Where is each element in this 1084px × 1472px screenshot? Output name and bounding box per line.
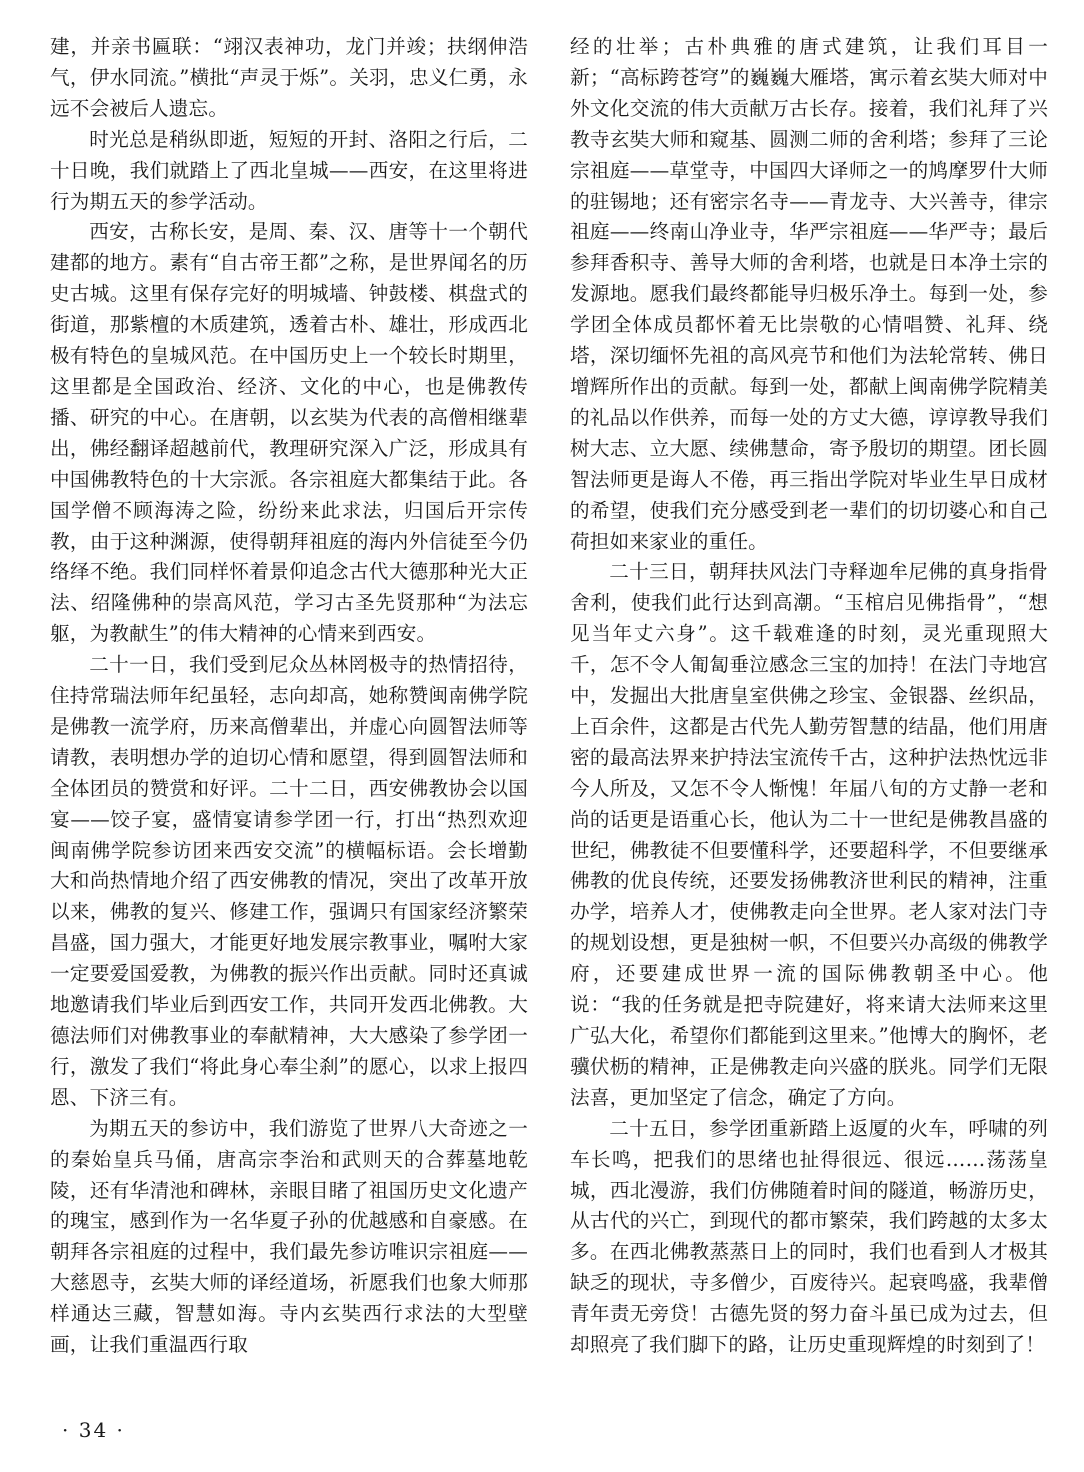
- paragraph: 西安，古称长安，是周、秦、汉、唐等十一个朝代建都的地方。素有“自古帝王都”之称，是世界闻名的历史古城。这里有保存完好的明城墙、钟鼓楼、棋盘式的街道，那紫檀的木质建筑，透着古朴、雄壮，形成西北极有特色的皇城风范。在中国历史上一个较长时期里，这里都是全国政治、经济、文化的中心，也是佛教传播、研究的中心。在唐朝，以玄奘为代表的高僧相继辈出，佛经翻译超越前代，教理研究深入广泛，形成具有中国佛教特色的十大宗派。各宗祖庭大都集结于此。各国学僧不顾海涛之险，纷纷来此求法，归国后开宗传教，由于这种渊源，使得朝拜祖庭的海内外信徒至今仍络绎不绝。我们同样怀着景仰追念古代大德那种光大正法、绍隆佛种的崇高风范，学习古圣先贤那种“为法忘躯，为教献生”的伟大精神的心情来到西安。: [50, 220, 528, 646]
- left-column: [50, 32, 528, 1361]
- paragraph: 二十五日，参学团重新踏上返厦的火车，呼啸的列车长鸣，把我们的思绪也扯得很远、很远……荡荡皇城，西北漫游，我们仿佛随着时间的隧道，畅游历史，从古代的兴亡，到现代的都市繁荣，我们跨越的太多太多。在西北佛教蒸蒸日上的同时，我们也看到人才极其缺乏的现状，寺多僧少，百废待兴。起衰鸣盛，我辈僧青年责无旁贷！古德先贤的努力奋斗虽已成为过去，但却照亮了我们脚下的路，让历史重现辉煌的时刻到了！: [570, 1116, 1048, 1357]
- paragraph: 为期五天的参访中，我们游览了世界八大奇迹之一的秦始皇兵马俑，唐高宗李治和武则天的合葬墓地乾陵，还有华清池和碑林，亲眼目睹了祖国历史文化遗产的瑰宝，感到作为一名华夏子孙的优越感和自豪感。在朝拜各宗祖庭的过程中，我们最先参访唯识宗祖庭——大慈恩寺，玄奘大师的译经道场，祈愿我们也象大师那样通达三藏，智慧如海。寺内玄奘西行求法的大型壁画，让我们重温西行取: [50, 1116, 528, 1357]
- right-column: [570, 32, 1048, 1361]
- page-number: · 34 ·: [62, 1418, 125, 1442]
- paragraph: 建，并亲书匾联：“翊汉表神功，龙门并竣；扶纲伸浩气，伊水同流。”横批“声灵于烁”。关羽，忠义仁勇，永远不会被后人遗忘。: [50, 35, 528, 120]
- paragraph: 二十一日，我们受到尼众丛林罔极寺的热情招待，住持常瑞法师年纪虽轻，志向却高，她称赞闽南佛学院是佛教一流学府，历来高僧辈出，并虚心向圆智法师等请教，表明想办学的迫切心情和愿望，得到圆智法师和全体团员的赞赏和好评。二十二日，西安佛教协会以国宴——饺子宴，盛情宴请参学团一行，打出“热烈欢迎闽南佛学院参访团来西安交流”的横幅标语。会长增勤大和尚热情地介绍了西安佛教的情况，突出了改革开放以来，佛教的复兴、修建工作，强调只有国家经济繁荣昌盛，国力强大，才能更好地发展宗教事业，嘱咐大家一定要爱国爱教，为佛教的振兴作出贡献。同时还真诚地邀请我们毕业后到西安工作，共同开发西北佛教。大德法师们对佛教事业的奉献精神，大大感染了参学团一行，激发了我们“将此身心奉尘刹”的愿心，以求上报四恩、下济三有。: [50, 653, 528, 1109]
- paragraph: 经的壮举；古朴典雅的唐式建筑，让我们耳目一新；“高标跨苍穹”的巍巍大雁塔，寓示着玄奘大师对中外文化交流的伟大贡献万古长存。接着，我们礼拜了兴教寺玄奘大师和窥基、圆测二师的舍利塔；参拜了三论宗祖庭——草堂寺，中国四大译师之一的鸠摩罗什大师的驻锡地；还有密宗名寺——青龙寺、大兴善寺，律宗祖庭——终南山净业寺，华严宗祖庭——华严寺；最后参拜香积寺、善导大师的舍利塔，也就是日本净土宗的发源地。愿我们最终都能导归极乐净土。每到一处，参学团全体成员都怀着无比崇敬的心情唱赞、礼拜、绕塔，深切缅怀先祖的高风亮节和他们为法轮常转、佛日增辉所作出的贡献。每到一处，都献上闽南佛学院精美的礼品以作供养，而每一处的方丈大德，谆谆教导我们树大志、立大愿、续佛慧命，寄予殷切的期望。团长圆智法师更是诲人不倦，再三指出学院对毕业生早日成材的希望，使我们充分感受到老一辈们的切切婆心和自己荷担如来家业的重任。: [570, 35, 1048, 553]
- paragraph: 时光总是稍纵即逝，短短的开封、洛阳之行后，二十日晚，我们就踏上了西北皇城——西安，在这里将进行为期五天的参学活动。: [50, 127, 528, 213]
- paragraph: 二十三日，朝拜扶风法门寺释迦牟尼佛的真身指骨舍利，使我们此行达到高潮。“玉棺启见佛指骨”，“想见当年丈六身”。这千载难逢的时刻，灵光重现照大千，怎不令人匍匐垂泣感念三宝的加持！在法门寺地宫中，发掘出大批唐皇室供佛之珍宝、金银器、丝织品，上百余件，这都是古代先人勤劳智慧的结晶，他们用唐密的最高法界来护持法宝流传千古，这种护法热忱远非今人所及，又怎不令人惭愧！年届八旬的方丈静一老和尚的话更是语重心长，他认为二十一世纪是佛教昌盛的世纪，佛教徒不但要懂科学，还要超科学，不但要继承佛教的优良传统，还要发扬佛教济世利民的精神，注重办学，培养人才，使佛教走向全世界。老人家对法门寺的规划设想，更是独树一帜，不但要兴办高级的佛教学府，还要建成世界一流的国际佛教朝圣中心。他说：“我的任务就是把寺院建好，将来请大法师来这里广弘大化，希望你们都能到这里来。”他博大的胸怀，老骥伏枥的精神，正是佛教走向兴盛的朕兆。同学们无限法喜，更加坚定了信念，确定了方向。: [570, 560, 1048, 1109]
